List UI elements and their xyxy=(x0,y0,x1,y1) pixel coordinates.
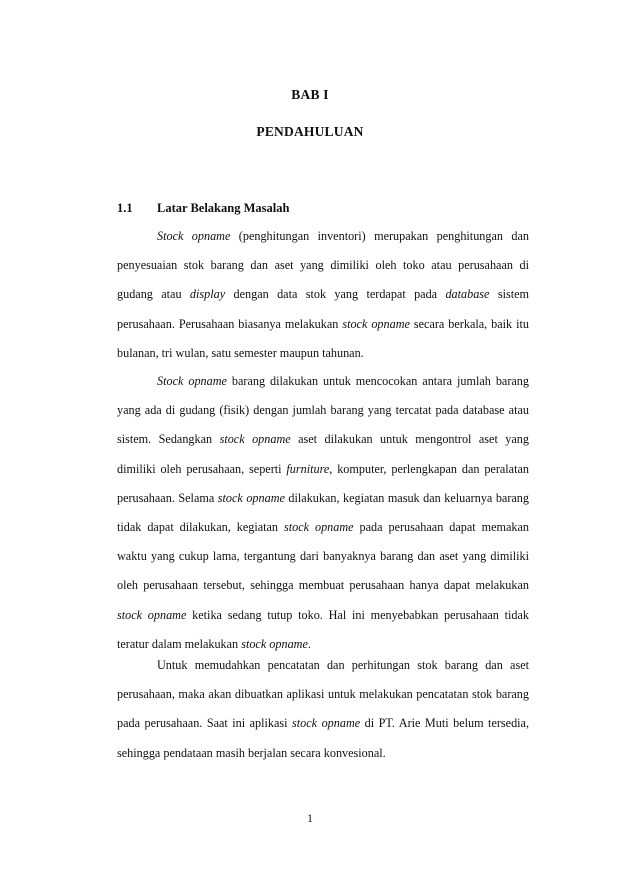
chapter-title: PENDAHULUAN xyxy=(256,124,364,139)
paragraph-1 xyxy=(117,222,529,368)
text-run: stock opname xyxy=(241,636,308,651)
text-run: Stock opname xyxy=(157,229,231,243)
paragraph-2 xyxy=(117,367,529,659)
text-run: Stock opname xyxy=(157,374,227,388)
text-run: dengan data stok yang terdapat pada xyxy=(225,287,446,302)
text-run: sistem perusahaan. Perusahaan biasanya melakukan xyxy=(117,287,529,331)
text-run: di PT. Arie Muti belum tersedia, sehingga pendataan masih berjalan secara konvesional. xyxy=(117,716,530,760)
text-run: barang dilakukan untuk mencocokan antara jumlah barang yang ada di gudang (fisik) dengan jumlah barang yang tercatat pada database atau sistem. Sedangkan xyxy=(117,374,529,447)
text-run: stock opname xyxy=(117,607,187,622)
chapter-number: BAB I xyxy=(291,87,329,102)
page-number: 1 xyxy=(307,811,313,825)
text-run: database xyxy=(445,287,490,302)
text-run: . xyxy=(307,636,311,651)
text-run: stock opname xyxy=(342,316,410,331)
text-run: pada perusahaan dapat memakan waktu yang cukup lama, tergantung dari banyaknya barang dan aset yang dimiliki oleh perusahaan tersebut, sehingga membuat perusahaan hanya dapat melakukan xyxy=(117,520,529,593)
section-title: Latar Belakang Masalah xyxy=(157,201,290,215)
section-number: 1.1 xyxy=(117,201,133,215)
text-run: stock opname xyxy=(283,520,354,535)
text-run: Untuk memudahkan pencatatan dan perhitungan stok barang dan aset perusahaan, maka akan dibuatkan aplikasi untuk melakukan pencatatan stok barang pada perusahaan. Saat ini aplikasi xyxy=(117,658,529,731)
text-run: furniture xyxy=(286,461,330,476)
text-run: display xyxy=(189,287,226,302)
text-run: secara berkala, baik itu bulanan, tri wulan, satu semester maupun tahunan. xyxy=(117,316,529,360)
text-run: aset dilakukan untuk mengontrol aset yang dimiliki oleh perusahaan, seperti xyxy=(117,432,529,476)
text-run: dilakukan, kegiatan masuk dan keluarnya barang tidak dapat dilakukan, kegiatan xyxy=(117,490,529,535)
section-heading xyxy=(117,201,289,216)
text-run: , komputer, perlengkapan dan peralatan perusahaan. Selama xyxy=(117,461,529,505)
text-run: stock opname xyxy=(292,716,361,731)
text-run: stock opname xyxy=(219,432,291,447)
text-run: stock opname xyxy=(217,490,285,505)
text-run: ketika sedang tutup toko. Hal ini menyebabkan perusahaan tidak teratur dalam melakukan xyxy=(117,607,529,651)
text-run: (penghitungan inventori) merupakan penghitungan dan penyesuaian stok barang dan aset yang dimiliki oleh toko atau perusahaan di gudang atau xyxy=(117,229,529,302)
paragraph-3 xyxy=(117,651,529,768)
